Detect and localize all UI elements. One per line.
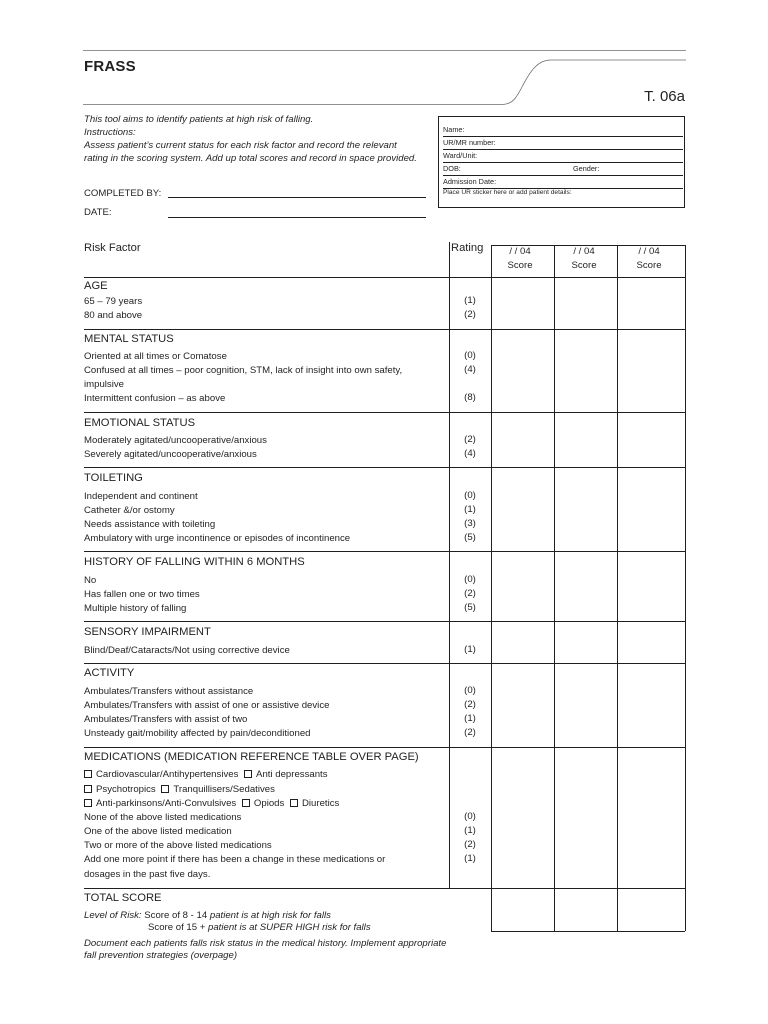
checkbox-label: Diuretics bbox=[301, 798, 340, 809]
score-column-2[interactable] bbox=[555, 278, 617, 888]
checkbox-label: Anti depressants bbox=[256, 769, 328, 780]
total-score-bottom-rule bbox=[491, 931, 685, 932]
completed-by-label: COMPLETED BY: bbox=[84, 188, 162, 199]
checkbox[interactable] bbox=[242, 799, 250, 807]
ward-field[interactable] bbox=[443, 150, 683, 163]
checkbox-label: Psychotropics bbox=[96, 784, 156, 795]
list-item: Needs assistance with toileting bbox=[84, 519, 216, 530]
list-item: One of the above listed medication bbox=[84, 826, 232, 837]
form-code: T. 06a bbox=[644, 88, 685, 105]
rating-value: (2) bbox=[464, 588, 476, 599]
list-item: Ambulates/Transfers with assist of one or assistive device bbox=[84, 700, 330, 711]
risk-level-high bbox=[84, 910, 331, 921]
date-placeholder: / / 04 bbox=[638, 246, 660, 257]
list-item: None of the above listed medications bbox=[84, 812, 242, 823]
rating-column-divider bbox=[449, 242, 450, 889]
list-item: Unsteady gait/mobility affected by pain/deconditioned bbox=[84, 728, 311, 739]
ward-label: Ward/Unit: bbox=[443, 151, 478, 160]
rating-value: (0) bbox=[464, 811, 476, 822]
rating-value: (4) bbox=[464, 448, 476, 459]
date-placeholder: / / 04 bbox=[509, 246, 531, 257]
list-item: Severely agitated/uncooperative/anxious bbox=[84, 449, 257, 460]
list-item: 65 – 79 years bbox=[84, 296, 143, 307]
rating-value: (2) bbox=[464, 434, 476, 445]
rating-value: (2) bbox=[464, 699, 476, 710]
section-title-toileting: TOILETING bbox=[84, 472, 143, 484]
documentation-note bbox=[84, 938, 446, 962]
header-rule bbox=[83, 50, 686, 108]
section-title-activity: ACTIVITY bbox=[84, 667, 135, 679]
documentation-line: Document each patients falls risk status in the medical history. Implement appropriate bbox=[84, 938, 447, 949]
risk-score-range: Score of 8 - 14 bbox=[144, 910, 208, 921]
name-label: Name: bbox=[443, 125, 465, 134]
rating-value: (5) bbox=[464, 532, 476, 543]
list-item: Catheter &/or ostomy bbox=[84, 505, 175, 516]
checkbox-label: Opiods bbox=[253, 798, 285, 809]
checkbox-row bbox=[84, 797, 342, 810]
checkbox[interactable] bbox=[84, 770, 92, 778]
name-field[interactable] bbox=[443, 124, 683, 137]
checkbox-row bbox=[84, 783, 278, 796]
risk-score-range: Score of 15 + bbox=[148, 922, 206, 933]
score-column-1[interactable] bbox=[492, 278, 554, 888]
list-item: Intermittent confusion – as above bbox=[84, 393, 226, 404]
sticker-note: Place UR sticker here or add patient details: bbox=[443, 189, 572, 196]
list-item: Oriented at all times or Comatose bbox=[84, 351, 227, 362]
rating-value: (3) bbox=[464, 518, 476, 529]
documentation-line: fall prevention strategies (overpage) bbox=[84, 950, 238, 961]
section-title-medications: MEDICATIONS (MEDICATION REFERENCE TABLE OVER PAGE) bbox=[84, 751, 419, 763]
section-title-age: AGE bbox=[84, 280, 108, 292]
dob-label: DOB: bbox=[443, 164, 461, 173]
instructions-line: Assess patient’s current status for each risk factor and record the relevant bbox=[84, 140, 397, 151]
rating-value: (5) bbox=[464, 602, 476, 613]
list-item: Ambulatory with urge incontinence or episodes of incontinence bbox=[84, 533, 351, 544]
rating-value: (0) bbox=[464, 350, 476, 361]
list-item: Moderately agitated/uncooperative/anxious bbox=[84, 435, 267, 446]
list-item: Blind/Deaf/Cataracts/Not using corrective device bbox=[84, 645, 290, 656]
intro-text bbox=[84, 113, 434, 165]
risk-description: patient is at high risk for falls bbox=[207, 910, 331, 921]
score-column-3[interactable] bbox=[618, 278, 685, 888]
rating-value: (0) bbox=[464, 574, 476, 585]
date-label: DATE: bbox=[84, 207, 112, 218]
instructions-line: rating in the scoring system. Add up total scores and record in space provided. bbox=[84, 153, 417, 164]
rating-value: (4) bbox=[464, 364, 476, 375]
checkbox[interactable] bbox=[84, 785, 92, 793]
score-header-top-rule bbox=[491, 245, 685, 246]
section-rule bbox=[84, 888, 685, 889]
checkbox[interactable] bbox=[244, 770, 252, 778]
intro-line: This tool aims to identify patients at high risk of falling. bbox=[84, 114, 314, 125]
score-column-divider bbox=[685, 245, 686, 931]
ur-label: UR/MR number: bbox=[443, 138, 496, 147]
checkbox-label: Tranquillisers/Sedatives bbox=[173, 784, 275, 795]
date-field[interactable] bbox=[168, 217, 426, 218]
dob-field[interactable] bbox=[443, 163, 683, 176]
risk-description: patient is at SUPER HIGH risk for falls bbox=[205, 922, 371, 933]
rating-value: (8) bbox=[464, 392, 476, 403]
completed-by-field[interactable] bbox=[168, 197, 426, 198]
rating-value: (1) bbox=[464, 644, 476, 655]
section-title-history-of-falling: HISTORY OF FALLING WITHIN 6 MONTHS bbox=[84, 556, 305, 568]
list-item: impulsive bbox=[84, 379, 124, 390]
checkbox-label: Anti-parkinsons/Anti-Convulsives bbox=[96, 798, 237, 809]
instructions-label: Instructions: bbox=[84, 127, 136, 138]
rating-value: (1) bbox=[464, 504, 476, 515]
section-title-mental-status: MENTAL STATUS bbox=[84, 333, 174, 345]
rating-value: (0) bbox=[464, 685, 476, 696]
rating-value: (0) bbox=[464, 490, 476, 501]
rating-value: (1) bbox=[464, 853, 476, 864]
score-column-3-heading bbox=[618, 245, 680, 273]
section-title-emotional-status: EMOTIONAL STATUS bbox=[84, 417, 196, 429]
checkbox[interactable] bbox=[161, 785, 169, 793]
score-label: Score bbox=[507, 260, 533, 271]
list-item: dosages in the past five days. bbox=[84, 869, 211, 880]
checkbox[interactable] bbox=[290, 799, 298, 807]
score-column-1-heading bbox=[489, 245, 551, 273]
checkbox-row bbox=[84, 768, 331, 781]
list-item: Add one more point if there has been a change in these medications or bbox=[84, 854, 386, 865]
ur-field[interactable] bbox=[443, 137, 683, 150]
risk-factor-heading: Risk Factor bbox=[84, 242, 141, 254]
list-item: 80 and above bbox=[84, 310, 143, 321]
score-label: Score bbox=[636, 260, 662, 271]
list-item: Two or more of the above listed medications bbox=[84, 840, 272, 851]
checkbox-label: Cardiovascular/Antihypertensives bbox=[96, 769, 239, 780]
section-title-total-score: TOTAL SCORE bbox=[84, 892, 162, 904]
date-placeholder: / / 04 bbox=[573, 246, 595, 257]
list-item: Multiple history of falling bbox=[84, 603, 187, 614]
rating-value: (1) bbox=[464, 713, 476, 724]
form-title: FRASS bbox=[84, 58, 136, 75]
list-item: Ambulates/Transfers without assistance bbox=[84, 686, 254, 697]
admission-label: Admission Date: bbox=[443, 177, 497, 186]
list-item: No bbox=[84, 575, 97, 586]
rating-heading: Rating bbox=[451, 242, 484, 254]
risk-label: Level of Risk: bbox=[84, 910, 145, 921]
section-title-sensory-impairment: SENSORY IMPAIRMENT bbox=[84, 626, 211, 638]
score-column-2-heading bbox=[553, 245, 615, 273]
list-item: Ambulates/Transfers with assist of two bbox=[84, 714, 248, 725]
rating-value: (2) bbox=[464, 839, 476, 850]
score-label: Score bbox=[571, 260, 597, 271]
patient-details-box bbox=[438, 116, 685, 208]
rating-value: (1) bbox=[464, 825, 476, 836]
risk-level-super-high bbox=[148, 922, 371, 933]
admission-field[interactable] bbox=[443, 176, 683, 189]
gender-label: Gender: bbox=[573, 164, 600, 173]
rating-value: (2) bbox=[464, 727, 476, 738]
rating-value: (2) bbox=[464, 309, 476, 320]
checkbox[interactable] bbox=[84, 799, 92, 807]
rating-value: (1) bbox=[464, 295, 476, 306]
list-item: Has fallen one or two times bbox=[84, 589, 200, 600]
list-item: Independent and continent bbox=[84, 491, 198, 502]
list-item: Confused at all times – poor cognition, STM, lack of insight into own safety, bbox=[84, 365, 403, 376]
